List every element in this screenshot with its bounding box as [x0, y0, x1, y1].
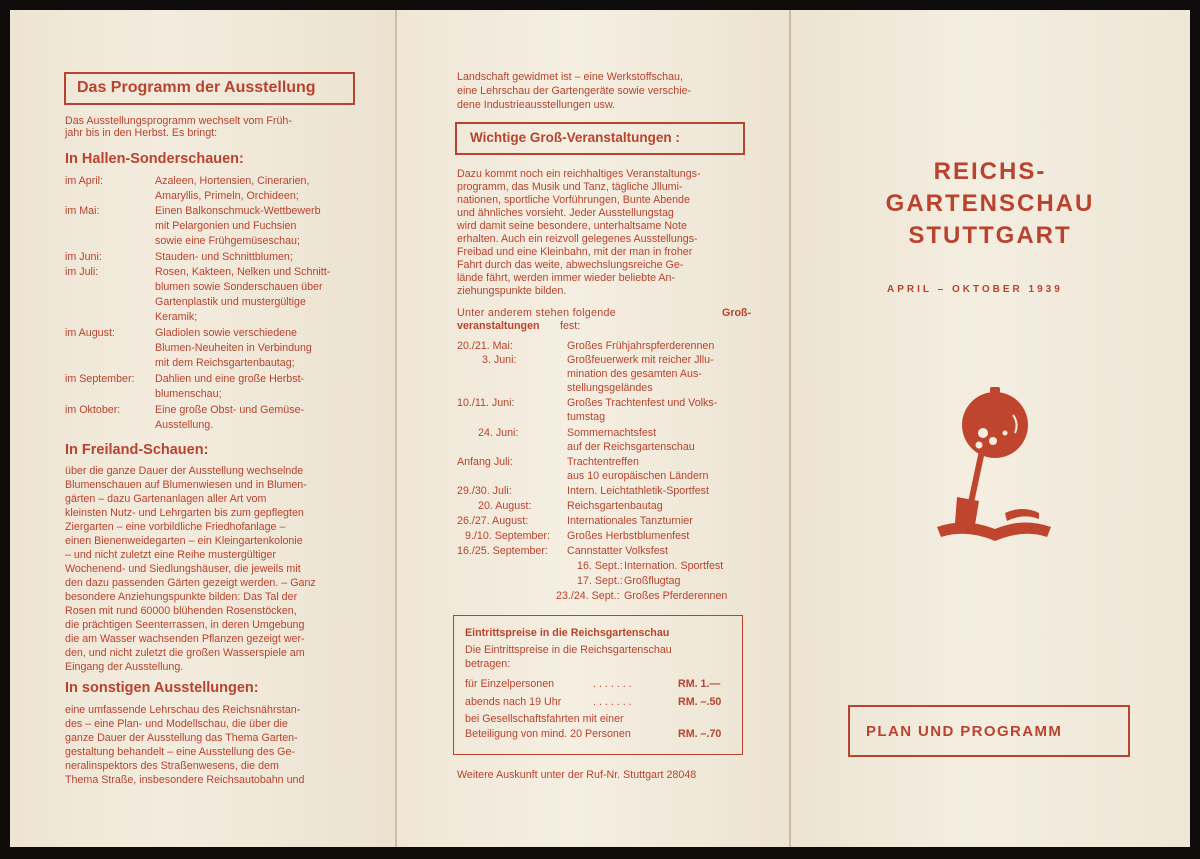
- event-name: Trachtentreffen: [567, 456, 639, 468]
- group-line: Beteiligung von mind. 20 Personen: [465, 728, 631, 740]
- freiland-line: gärten – dazu Gartenanlagen aller Art vom: [65, 493, 267, 505]
- panel-middle: [395, 10, 790, 847]
- freiland-line: Rosen mit rund 60000 blühenden Rosenstöcken,: [65, 605, 297, 617]
- event-name: auf der Reichsgartenschau: [567, 441, 695, 453]
- hallen-text: Gartenplastik und mustergültige: [155, 296, 306, 308]
- freiland-heading: In Freiland-Schauen:: [65, 442, 209, 458]
- hallen-text: Stauden- und Schnittblumen;: [155, 251, 293, 263]
- event-name: stellungsgeländes: [567, 382, 653, 394]
- sonstige-line: des – eine Plan- und Modellschau, die über die: [65, 718, 288, 730]
- event-name: Großfeuerwerk mit reicher Jllu-: [567, 354, 714, 366]
- sonstige-line: Thema Straße, insbesondere Reichsautobahn und: [65, 774, 305, 786]
- events-lead: fest:: [560, 320, 581, 332]
- sun-disc: [962, 387, 1028, 458]
- sonstige-line: eine umfassende Lehrschau des Reichsnährstan-: [65, 704, 301, 716]
- event-name: aus 10 europäischen Ländern: [567, 470, 709, 482]
- freiland-line: den, und nicht zuletzt die großen Wasserspiele am: [65, 647, 305, 659]
- hallen-month: im August:: [65, 327, 115, 339]
- prices-intro-line: betragen:: [465, 658, 511, 670]
- price-dots: . . . . . . .: [593, 678, 632, 690]
- freiland-line: die prächtigen Seenterrassen, in deren Umgebung: [65, 619, 305, 631]
- events-title: Wichtige Groß-Veranstaltungen :: [470, 130, 680, 145]
- hallen-month: im Juni:: [65, 251, 102, 263]
- hallen-text: sowie eine Frühgemüseschau;: [155, 235, 300, 247]
- hallen-text: Amaryllis, Primeln, Orchideen;: [155, 190, 299, 202]
- hallen-text: Rosen, Kakteen, Nelken und Schnitt-: [155, 266, 331, 278]
- fold-line: [789, 10, 791, 847]
- freiland-line: Blumenschauen auf Blumenwiesen und in Blumen-: [65, 479, 307, 491]
- hallen-heading: In Hallen-Sonderschauen:: [65, 151, 244, 167]
- title-line: GARTENSCHAU: [885, 190, 1095, 217]
- contact-line: Weitere Auskunft unter der Ruf-Nr. Stuttgart 28048: [457, 769, 697, 781]
- price-label: für Einzelpersonen: [465, 678, 555, 690]
- hallen-text: mit Pelargonien und Fuchsien: [155, 220, 297, 232]
- event-name: tumstag: [567, 411, 606, 423]
- events-lead-bold: Groß-: [722, 307, 752, 319]
- hallen-month: im Juli:: [65, 266, 99, 278]
- program-title: Das Programm der Ausstellung: [77, 79, 316, 96]
- hallen-text: Einen Balkonschmuck-Wettbewerb: [155, 205, 321, 217]
- event-name: Großes Herbstblumenfest: [567, 530, 690, 542]
- hallen-text: Keramik;: [155, 311, 198, 323]
- hallen-month: im Mai:: [65, 205, 100, 217]
- group-line: bei Gesellschaftsfahrten mit einer: [465, 713, 624, 725]
- brochure-sheet: [10, 10, 1190, 847]
- hallen-text: Blumen-Neuheiten in Verbindung: [155, 342, 312, 354]
- event-name: Cannstatter Volksfest: [567, 545, 668, 557]
- freiland-line: – und nicht zuletzt eine Reihe mustergültiger: [65, 549, 276, 561]
- intro-line: jahr bis in den Herbst. Es bringt:: [65, 127, 218, 139]
- freiland-line: einen Bienenweidegarten – ein Kleingartenkolonie: [65, 535, 303, 547]
- hallen-text: blumenschau;: [155, 388, 222, 400]
- event-date: 9./10. September:: [465, 530, 550, 542]
- event-date: 10./11. Juni:: [457, 397, 515, 409]
- event-name: mination des gesamten Aus-: [567, 368, 702, 380]
- freiland-line: Ziergarten – eine vorbildliche Friedhofanlage –: [65, 521, 286, 533]
- events-intro-line: lände fährt, werden immer wieder beliebte An-: [457, 272, 676, 284]
- events-lead-bold: veranstaltungen: [457, 320, 540, 332]
- event-date: 20. August:: [478, 500, 532, 512]
- event-name: Großes Frühjahrspferderennen: [567, 340, 715, 352]
- freiland-line: Wochenend- und Siedlungshäuser, die jeweils mit: [65, 563, 301, 575]
- prices-intro-line: Die Eintrittspreise in die Reichsgartenschau: [465, 644, 672, 656]
- price-label: abends nach 19 Uhr: [465, 696, 562, 708]
- hallen-text: Eine große Obst- und Gemüse-: [155, 404, 305, 416]
- events-intro-line: ziehungspunkte bilden.: [457, 285, 567, 297]
- freiland-line: Eingang der Ausstellung.: [65, 661, 184, 673]
- freiland-line: den dazu passenden Gärten gezeigt werden. – Ganz: [65, 577, 316, 589]
- freiland-line: besondere Anziehungspunkte bilden: Das Tal der: [65, 591, 298, 603]
- events-intro-line: Fahrt durch das weite, abwechslungsreiche Ge-: [457, 259, 684, 271]
- spade-icon: [955, 453, 984, 528]
- continued-line: eine Lehrschau der Gartengeräte sowie verschie-: [457, 85, 692, 97]
- events-lead: Unter anderem stehen folgende: [457, 307, 617, 319]
- sonstige-line: gestaltung behandelt – eine Ausstellung des Ge-: [65, 746, 295, 758]
- hallen-text: Azaleen, Hortensien, Cinerarien,: [155, 175, 310, 187]
- freiland-line: die am Wasser wachsenden Pflanzen gezeigt wer-: [65, 633, 305, 645]
- sub-event-date: 16. Sept.:: [577, 560, 623, 572]
- sub-event-name: Großes Pferderennen: [624, 590, 728, 602]
- hallen-text: Dahlien und eine große Herbst-: [155, 373, 305, 385]
- event-name: Reichsgartenbautag: [567, 500, 663, 512]
- book-base: [937, 509, 1051, 541]
- price-dots: . . . . . . .: [593, 696, 632, 708]
- sub-event-name: Großflugtag: [624, 575, 681, 587]
- event-name: Großes Trachtenfest und Volks-: [567, 397, 718, 409]
- fold-line: [395, 10, 397, 847]
- continued-line: Landschaft gewidmet ist – eine Werkstoffschau,: [457, 71, 683, 83]
- sonstige-line: ganze Dauer der Ausstellung das Thema Garten-: [65, 732, 298, 744]
- event-date: 3. Juni:: [482, 354, 517, 366]
- panel-left: [10, 10, 395, 847]
- price-value: RM. –.50: [678, 696, 722, 708]
- plan-label: PLAN UND PROGRAMM: [866, 723, 1063, 740]
- logo-spade-illustration: [935, 385, 1055, 545]
- events-intro-line: erhalten. Auch ein reizvoll gelegenes Ausstellungs-: [457, 233, 698, 245]
- exhibition-dates: APRIL – OKTOBER 1939: [887, 284, 1063, 295]
- freiland-line: kleinsten Nutz- und Lehrgarten bis zum gepflegten: [65, 507, 304, 519]
- event-date: 24. Juni:: [478, 427, 519, 439]
- continued-line: dene Industrieausstellungen usw.: [457, 99, 616, 111]
- sub-event-name: Internation. Sportfest: [624, 560, 724, 572]
- event-name: Intern. Leichtathletik-Sportfest: [567, 485, 709, 497]
- price-value: RM. 1.—: [678, 678, 721, 690]
- panel-right: [790, 10, 1190, 847]
- event-name: Internationales Tanzturnier: [567, 515, 693, 527]
- title-line: STUTTGART: [908, 222, 1072, 249]
- events-intro-line: wird damit seine besondere, unterhaltsame Note: [457, 220, 687, 232]
- title-line: REICHS-: [933, 158, 1047, 185]
- hallen-month: im Oktober:: [65, 404, 121, 416]
- sonstige-heading: In sonstigen Ausstellungen:: [65, 680, 259, 696]
- event-date: 26./27. August:: [457, 515, 529, 527]
- hallen-text: Ausstellung.: [155, 419, 214, 431]
- events-intro-line: und ähnliches vorsieht. Jeder Ausstellungstag: [457, 207, 674, 219]
- group-price: RM. –.70: [678, 728, 722, 740]
- event-name: Sommernachtsfest: [567, 427, 657, 439]
- event-date: Anfang Juli:: [457, 456, 513, 468]
- hallen-text: Gladiolen sowie verschiedene: [155, 327, 297, 339]
- events-intro-line: programm, das Musik und Tanz, tägliche Jllumi-: [457, 181, 683, 193]
- sub-event-date: 17. Sept.:: [577, 575, 623, 587]
- freiland-line: über die ganze Dauer der Ausstellung wechselnde: [65, 465, 304, 477]
- hallen-month: im April:: [65, 175, 104, 187]
- events-intro-line: nationen, sportliche Vorführungen, Bunte Abende: [457, 194, 690, 206]
- sonstige-line: neralinspektors des Straßenwesens, die dem: [65, 760, 279, 772]
- events-intro-line: Dazu kommt noch ein reichhaltiges Veranstaltungs-: [457, 168, 701, 180]
- hallen-text: mit dem Reichsgartenbautag;: [155, 357, 295, 369]
- sub-event-date: 23./24. Sept.:: [556, 590, 620, 602]
- event-date: 29./30. Juli:: [457, 485, 512, 497]
- intro-line: Das Ausstellungsprogramm wechselt vom Früh-: [65, 115, 292, 127]
- prices-title: Eintrittspreise in die Reichsgartenschau: [465, 627, 670, 639]
- hallen-month: im September:: [65, 373, 135, 385]
- event-date: 20./21. Mai:: [457, 340, 513, 352]
- event-date: 16./25. September:: [457, 545, 548, 557]
- hallen-text: blumen sowie Sonderschauen über: [155, 281, 323, 293]
- events-intro-line: Freibad und eine Kleinbahn, mit der man in froher: [457, 246, 693, 258]
